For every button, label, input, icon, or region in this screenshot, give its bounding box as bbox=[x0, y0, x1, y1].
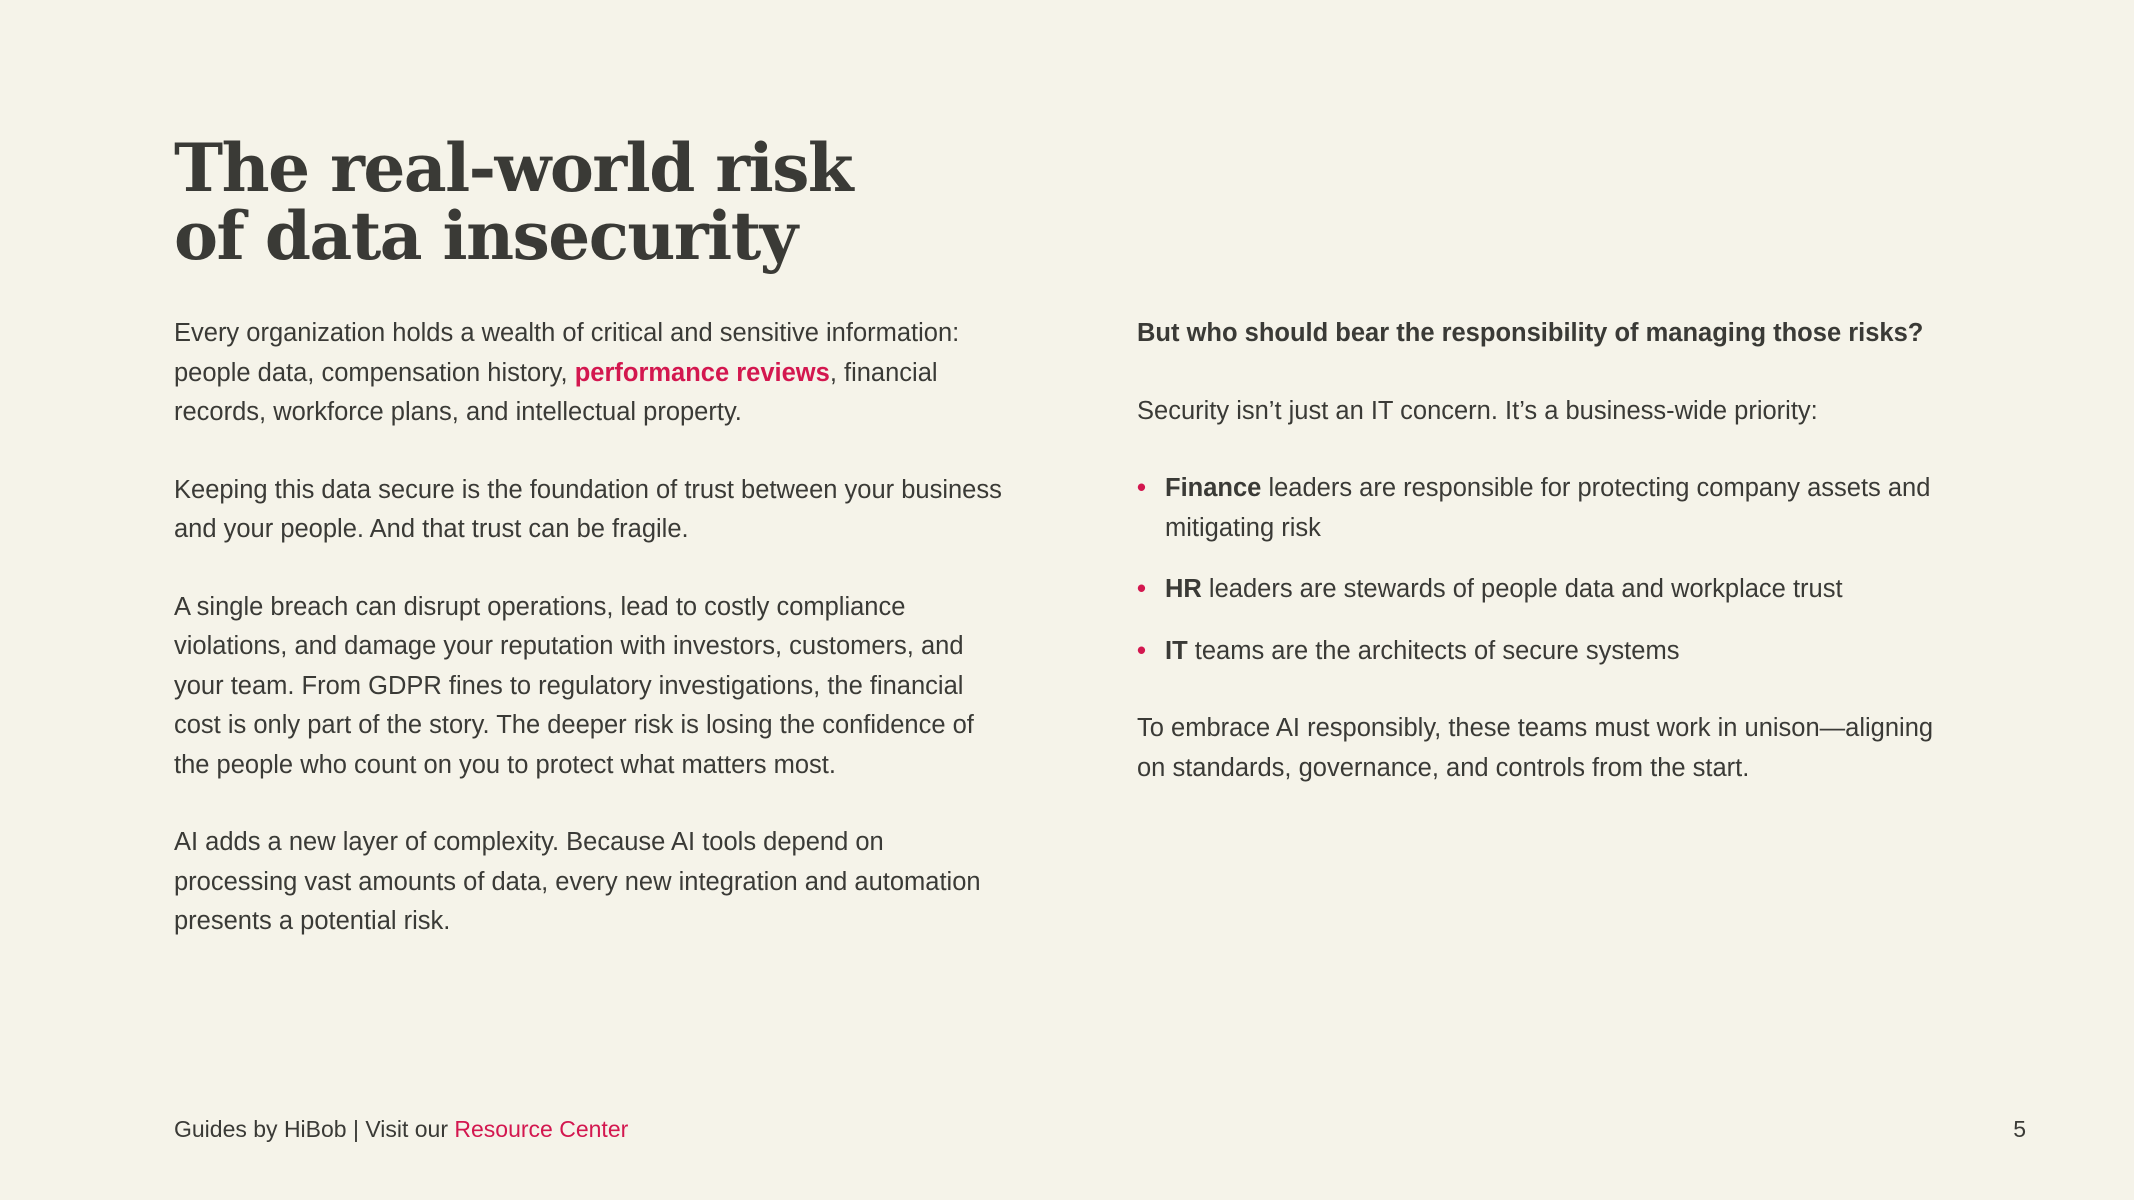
list-item-label: Finance bbox=[1165, 474, 1262, 502]
page-number: 5 bbox=[2013, 1116, 2026, 1142]
list-item-text: leaders are responsible for protecting company assets and mitigating risk bbox=[1165, 474, 1931, 542]
intro-paragraph bbox=[174, 314, 1010, 433]
intro-text-start: Every organization holds a wealth of critical and sensitive information: people data, compensation history, bbox=[174, 319, 960, 387]
closing-paragraph: To embrace AI responsibly, these teams must work in unison—aligning on standards, governance, and controls from the start. bbox=[1137, 714, 1934, 782]
page-title-line-2: of data insecurity bbox=[174, 197, 797, 275]
list-item-finance bbox=[1137, 469, 1957, 548]
page-title bbox=[174, 129, 1074, 275]
footer-text: Guides by HiBob | Visit our bbox=[174, 1116, 455, 1142]
list-item-hr bbox=[1137, 570, 1957, 610]
resource-center-link[interactable]: Resource Center bbox=[454, 1116, 629, 1142]
performance-reviews-link[interactable]: performance reviews bbox=[574, 358, 830, 387]
list-item-label: IT bbox=[1165, 636, 1188, 665]
left-column bbox=[174, 314, 1010, 980]
footer bbox=[174, 1114, 628, 1144]
breach-paragraph: A single breach can disrupt operations, lead to costly compliance violations, and damage your reputation with investors, customers, and your team. From GDPR fines to regulatory investigations, the financial cost is only part of the story. The deeper risk is losing the confidence of the people who count on you to protect what matters most. bbox=[174, 592, 974, 779]
intro-text-end: , financial records, workforce plans, and intellectual property. bbox=[174, 358, 938, 426]
list-item-label: HR bbox=[1165, 575, 1202, 603]
bullet-icon: • bbox=[1137, 636, 1146, 665]
bullet-icon: • bbox=[1137, 474, 1146, 502]
bullet-icon: • bbox=[1137, 575, 1146, 603]
right-column bbox=[1137, 314, 1957, 826]
responsibility-question: But who should bear the responsibility of managing those risks? bbox=[1137, 319, 1924, 347]
ai-paragraph: AI adds a new layer of complexity. Because AI tools depend on processing vast amounts of data, every new integration and automation presents a potential risk. bbox=[174, 828, 981, 935]
page-title-line-1: The real-world risk bbox=[174, 129, 853, 207]
list-item-it bbox=[1137, 632, 1957, 672]
trust-paragraph: Keeping this data secure is the foundation of trust between your business and your people. And that trust can be fragile. bbox=[174, 475, 1002, 543]
list-item-text: teams are the architects of secure systems bbox=[1187, 636, 1680, 665]
responsibility-list bbox=[1137, 469, 1957, 671]
list-item-text: leaders are stewards of people data and workplace trust bbox=[1201, 575, 1843, 603]
priority-intro: Security isn’t just an IT concern. It’s a business-wide priority: bbox=[1137, 396, 1818, 425]
